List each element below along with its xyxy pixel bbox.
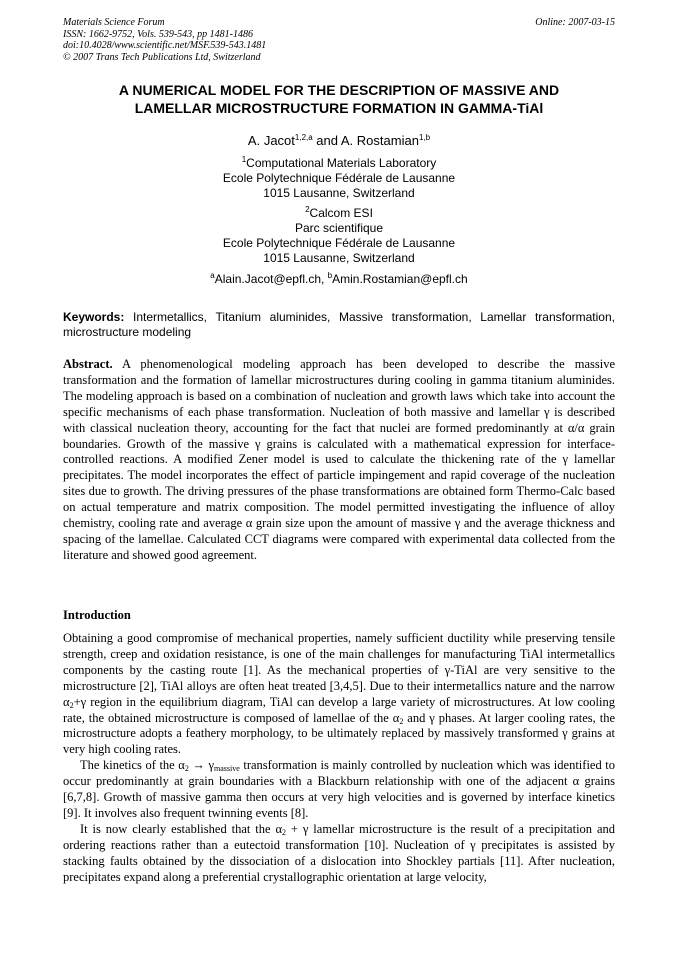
affiliation-2-marker: 2 <box>305 205 310 214</box>
affiliation-2 <box>63 206 615 266</box>
journal-copyright: © 2007 Trans Tech Publications Ltd, Switzerland <box>63 51 261 63</box>
affiliation-2-line-2: Parc scientifique <box>294 221 384 235</box>
title-line-2: LAMELLAR MICROSTRUCTURE FORMATION IN GAMMA-TiAl <box>134 100 544 116</box>
email-b-marker: b <box>327 271 333 280</box>
affiliation-1-line-1: Computational Materials Laboratory <box>246 156 437 170</box>
keywords <box>63 310 615 340</box>
affiliation-1-marker: 1 <box>241 155 247 164</box>
author-list <box>63 133 615 149</box>
journal-issn: ISSN: 1662-9752, Vols. 539-543, pp 1481-1486 <box>63 28 253 40</box>
author-2-affil: 1,b <box>418 133 431 142</box>
journal-header <box>63 17 615 63</box>
paper-title <box>63 81 615 117</box>
email-a: Alain.Jacot@epfl.ch, <box>214 272 328 286</box>
online-date: Online: 2007-03-15 <box>535 17 615 28</box>
intro-paragraph-3: It is now clearly established that the $\alpha_2 + \gamma$ lamellar microstructure is the result of a precipitation and ordering reactions rather than a eutectoid transformation [10]. Nucleation of γ precipitates is assisted by stacking faults obtained by the dissociation of a dislocation into Shockley partials [11]. After nucleation, precipitates expand along a preferential crystallographic orientation at large velocity, <box>63 821 615 884</box>
affiliation-1-line-3: 1015 Lausanne, Switzerland <box>263 186 415 200</box>
affiliation-1 <box>63 156 615 201</box>
author-emails <box>63 272 615 287</box>
intro-paragraph-1: Obtaining a good compromise of mechanical properties, namely sufficient ductility while preserving tensile strength, creep and oxidation resistance, is one of the main challenges for manufacturing TiAl intermetallics components by the casting route [1]. As the mechanical properties of γ-TiAl are very sensitive to the microstructure [2], TiAl alloys are often heat treated [3,4,5]. Due to their intermetallics nature and the narrow $\alpha_2+\gamma$ region in the equilibrium diagram, TiAl can develop a large variety of microstructures. At low cooling rate, the obtained microstructure is composed of lamellae of the $\alpha_2$ and γ phases. At larger cooling rates, the microstructure adopts a feathery morphology, to be ultimately replaced by massively transformed γ grains at very high cooling rates. <box>63 631 615 757</box>
author-2: A. Rostamian <box>340 133 419 148</box>
abstract-text: A phenomenological modeling approach has been developed to describe the massive transformation and the formation of lamellar microstructures during cooling in gamma titanium aluminides. The modeling approach is based on a combination of nucleation and growth laws which take into account the specific mechanisms of each phase transformation. Nucleation of both massive and lamellar γ is described with classical nucleation theory, accounting for the fact that nuclei are formed predominantly at α/α grain boundaries. Growth of the massive γ grains is calculated with a mathematical expression for interface-controlled reactions. A modified Zener model is used to calculate the thickening rate of the γ lamellar precipitates. The model incorporates the effect of particle impingement and rapid coverage of the nucleation sites due to growth. The driving pressures of the phase transformations are obtained form Thermo-Calc based on actual temperature and matrix composition. The model permitted investigating the influence of alloy chemistry, cooling rate and average α grain size upon the amount of massive γ and the average thickness and spacing of the lamellae. Calculated CCT diagrams were compared with experimental data collected from the literature and showed good agreement. <box>63 357 615 562</box>
abstract <box>63 357 615 564</box>
email-b: Amin.Rostamian@epfl.ch <box>332 272 468 286</box>
affiliation-2-line-4: 1015 Lausanne, Switzerland <box>263 251 415 265</box>
intro-paragraph-2: The kinetics of the $\alpha_2 \to \gamma_{massive}$ transformation is mainly controlled by nucleation which was identified to occur predominantly at grain boundaries with a Blackburn relationship with one of the adjacent α grains [6,7,8]. Growth of massive gamma then occurs at very high velocities and is governed by interface kinetics [9]. It involves also frequent twinning events [8]. <box>63 758 616 820</box>
keywords-label: Keywords: <box>63 310 125 324</box>
affiliation-1-line-2: Ecole Polytechnique Fédérale de Lausanne <box>222 171 456 185</box>
journal-doi: doi:10.4028/www.scientific.net/MSF.539-543.1481 <box>63 40 267 51</box>
author-conj: and <box>312 133 341 148</box>
affiliation-2-line-3: Ecole Polytechnique Fédérale de Lausanne <box>222 236 456 250</box>
affiliation-2-line-1: Calcom ESI <box>309 206 373 220</box>
author-1-affil: 1,2,a <box>294 133 313 142</box>
abstract-label: Abstract. <box>63 357 113 371</box>
author-1: A. Jacot <box>247 133 295 148</box>
section-heading-introduction: Introduction <box>63 608 131 622</box>
introduction-body <box>63 631 615 886</box>
email-a-marker: a <box>210 271 215 280</box>
journal-name: Materials Science Forum <box>63 17 165 28</box>
keywords-text: Intermetallics, Titanium aluminides, Massive transformation, Lamellar transformation, microstructure modeling <box>63 310 615 339</box>
title-line-1: A NUMERICAL MODEL FOR THE DESCRIPTION OF MASSIVE AND <box>118 82 560 98</box>
